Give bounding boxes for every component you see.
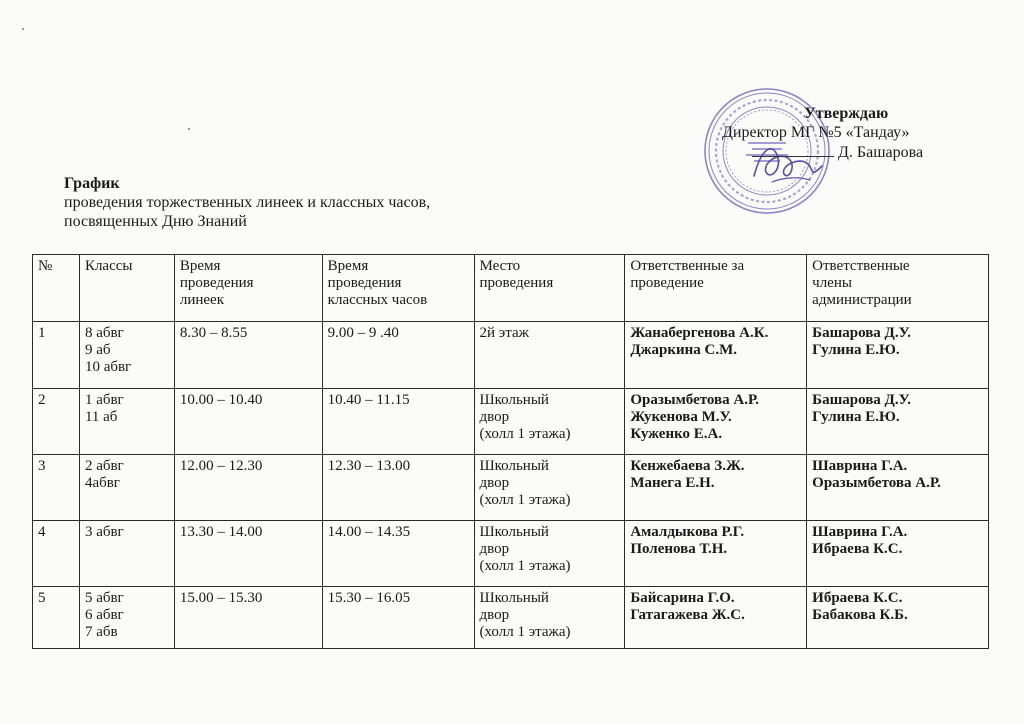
header-place: Место проведения [474,255,625,322]
table-row [33,389,989,455]
cell-number: 3 [33,455,80,521]
cell-responsible: Амалдыкова Р.Г. Поленова Т.Н. [625,521,807,587]
cell-classes: 5 абвг 6 абвг 7 абв [79,587,174,649]
cell-responsible: Жанабергенова А.К. Джаркина С.М. [625,322,807,389]
cell-lineup-time: 10.00 – 10.40 [174,389,322,455]
header-classes: Классы [79,255,174,322]
cell-admin: Шаврина Г.А. Ибраева К.С. [807,521,989,587]
cell-responsible: Байсарина Г.О. Гатагажева Ж.С. [625,587,807,649]
cell-number: 1 [33,322,80,389]
cell-place: 2й этаж [474,322,625,389]
cell-number: 2 [33,389,80,455]
cell-place: Школьный двор (холл 1 этажа) [474,455,625,521]
cell-admin: Башарова Д.У. Гулина Е.Ю. [807,322,989,389]
scan-speck [188,128,190,130]
header-number: № [33,255,80,322]
cell-admin: Шаврина Г.А. Оразымбетова А.Р. [807,455,989,521]
document-subtitle-line2: посвященных Дню Знаний [64,213,247,230]
cell-responsible: Кенжебаева З.Ж. Манега Е.Н. [625,455,807,521]
signature-line [752,142,834,157]
cell-class-time: 12.30 – 13.00 [322,455,474,521]
cell-place: Школьный двор (холл 1 этажа) [474,389,625,455]
table-row [33,587,989,649]
table-row [33,322,989,389]
cell-place: Школьный двор (холл 1 этажа) [474,521,625,587]
document-subtitle-line1: проведения торжественных линеек и классных часов, [64,194,431,211]
cell-class-time: 10.40 – 11.15 [322,389,474,455]
cell-class-time: 14.00 – 14.35 [322,521,474,587]
cell-lineup-time: 12.00 – 12.30 [174,455,322,521]
schedule-table [32,254,989,649]
cell-class-time: 9.00 – 9 .40 [322,322,474,389]
cell-classes: 1 абвг 11 аб [79,389,174,455]
approval-name-line [718,142,978,162]
cell-place: Школьный двор (холл 1 этажа) [474,587,625,649]
cell-class-time: 15.30 – 16.05 [322,587,474,649]
header-admin: Ответственные члены администрации [807,255,989,322]
header-lineup-time: Время проведения линеек [174,255,322,322]
table-header-row [33,255,989,322]
cell-admin: Ибраева К.С. Бабакова К.Б. [807,587,989,649]
approval-name: Д. Башарова [838,144,924,161]
document-title: График [64,175,120,192]
scan-speck [22,28,24,30]
cell-admin: Башарова Д.У. Гулина Е.Ю. [807,389,989,455]
approval-position: Директор МГ №5 «Тандау» [722,124,910,141]
cell-number: 5 [33,587,80,649]
cell-classes: 3 абвг [79,521,174,587]
document-heading [64,174,524,231]
cell-lineup-time: 15.00 – 15.30 [174,587,322,649]
cell-responsible: Оразымбетова А.Р. Жукенова М.У. Куженко Е.А. [625,389,807,455]
cell-lineup-time: 8.30 – 8.55 [174,322,322,389]
cell-classes: 8 абвг 9 аб 10 абвг [79,322,174,389]
table-row [33,521,989,587]
table-row [33,455,989,521]
approval-title: Утверждаю [804,105,889,122]
header-responsible: Ответственные за проведение [625,255,807,322]
approval-block [718,104,978,162]
cell-number: 4 [33,521,80,587]
cell-classes: 2 абвг 4абвг [79,455,174,521]
header-class-time: Время проведения классных часов [322,255,474,322]
cell-lineup-time: 13.30 – 14.00 [174,521,322,587]
